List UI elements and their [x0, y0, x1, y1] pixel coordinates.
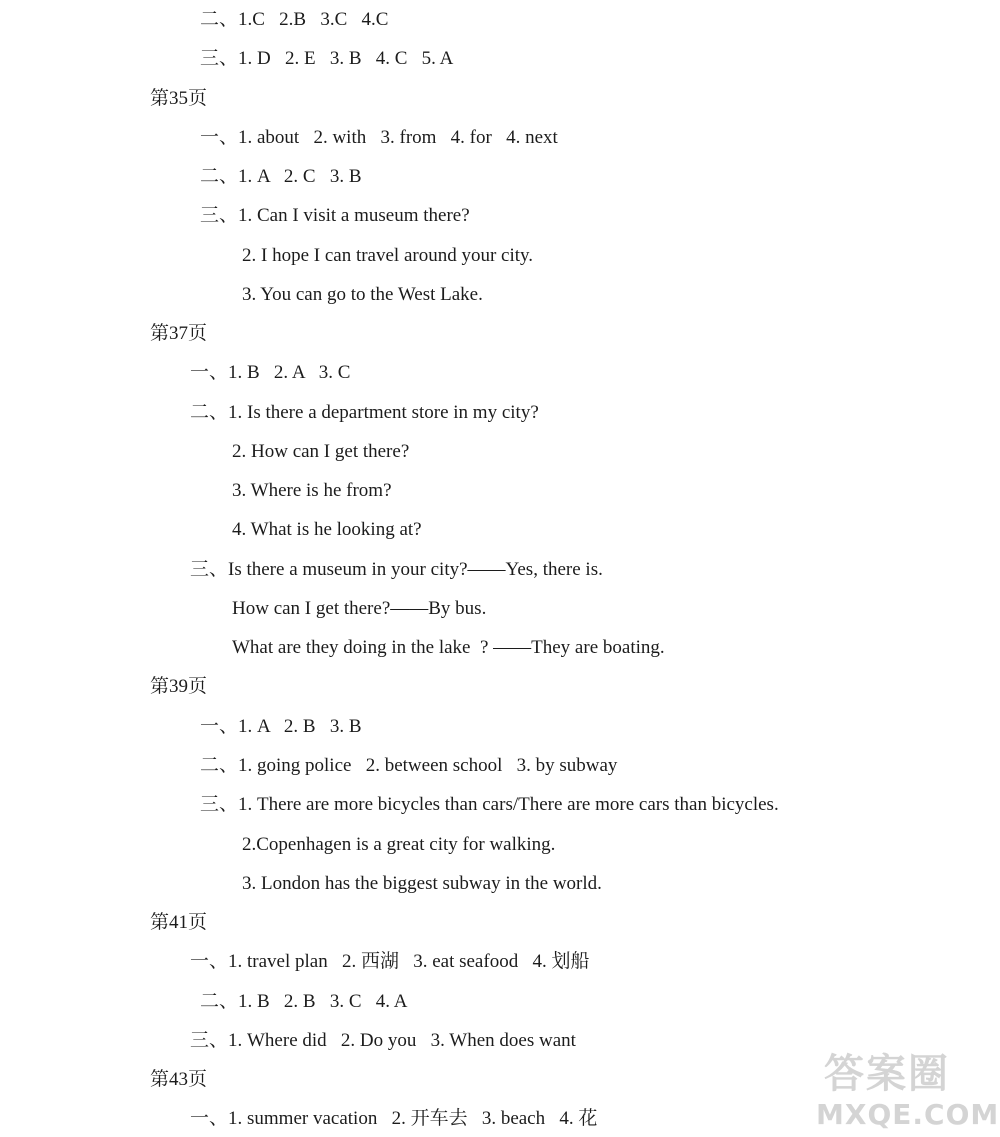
answer-line: 三、Is there a museum in your city?——Yes, there is. [190, 559, 603, 580]
page-heading: 第39页 [150, 676, 208, 697]
answer-line: 二、1. going police 2. between school 3. by subway [200, 755, 618, 776]
answer-line: 三、1. Can I visit a museum there? [200, 205, 470, 226]
answer-line: 三、1. Where did 2. Do you 3. When does want [190, 1030, 576, 1051]
answer-line: 二、1.C 2.B 3.C 4.C [200, 9, 389, 30]
watermark-en-text: MXQE.COM [816, 1098, 1000, 1131]
answer-line: 2. How can I get there? [232, 441, 410, 462]
answer-line: 二、1. A 2. C 3. B [200, 166, 362, 187]
answer-line: 3. You can go to the West Lake. [242, 284, 483, 305]
answer-line: 4. What is he looking at? [232, 519, 422, 540]
answer-line: 一、1. B 2. A 3. C [190, 362, 351, 383]
answer-line: 三、1. There are more bicycles than cars/There are more cars than bicycles. [200, 794, 779, 815]
page-heading: 第43页 [150, 1069, 208, 1090]
answer-line: 三、1. D 2. E 3. B 4. C 5. A [200, 48, 454, 69]
answer-line: 一、1. about 2. with 3. from 4. for 4. next [200, 127, 558, 148]
answer-line: 2.Copenhagen is a great city for walking. [242, 834, 556, 855]
answer-line: 一、1. A 2. B 3. B [200, 716, 362, 737]
answer-line: How can I get there?——By bus. [232, 598, 487, 619]
page-heading: 第41页 [150, 912, 208, 933]
page-heading: 第35页 [150, 88, 208, 109]
answer-line: 一、1. travel plan 2. 西湖 3. eat seafood 4. 划船 [190, 951, 590, 972]
watermark-cn-text: 答案圈 [824, 1051, 950, 1097]
answer-line: 二、1. B 2. B 3. C 4. A [200, 991, 408, 1012]
answer-line: 3. London has the biggest subway in the world. [242, 873, 602, 894]
answer-line: 一、1. summer vacation 2. 开车去 3. beach 4. 花 [190, 1108, 598, 1129]
answer-line: What are they doing in the lake ? ——They are boating. [232, 637, 665, 658]
page-heading: 第37页 [150, 323, 208, 344]
answer-line: 2. I hope I can travel around your city. [242, 245, 534, 266]
answer-line: 3. Where is he from? [232, 480, 392, 501]
answer-line: 二、1. Is there a department store in my city? [190, 402, 539, 423]
watermark-logo [812, 1050, 1000, 1132]
